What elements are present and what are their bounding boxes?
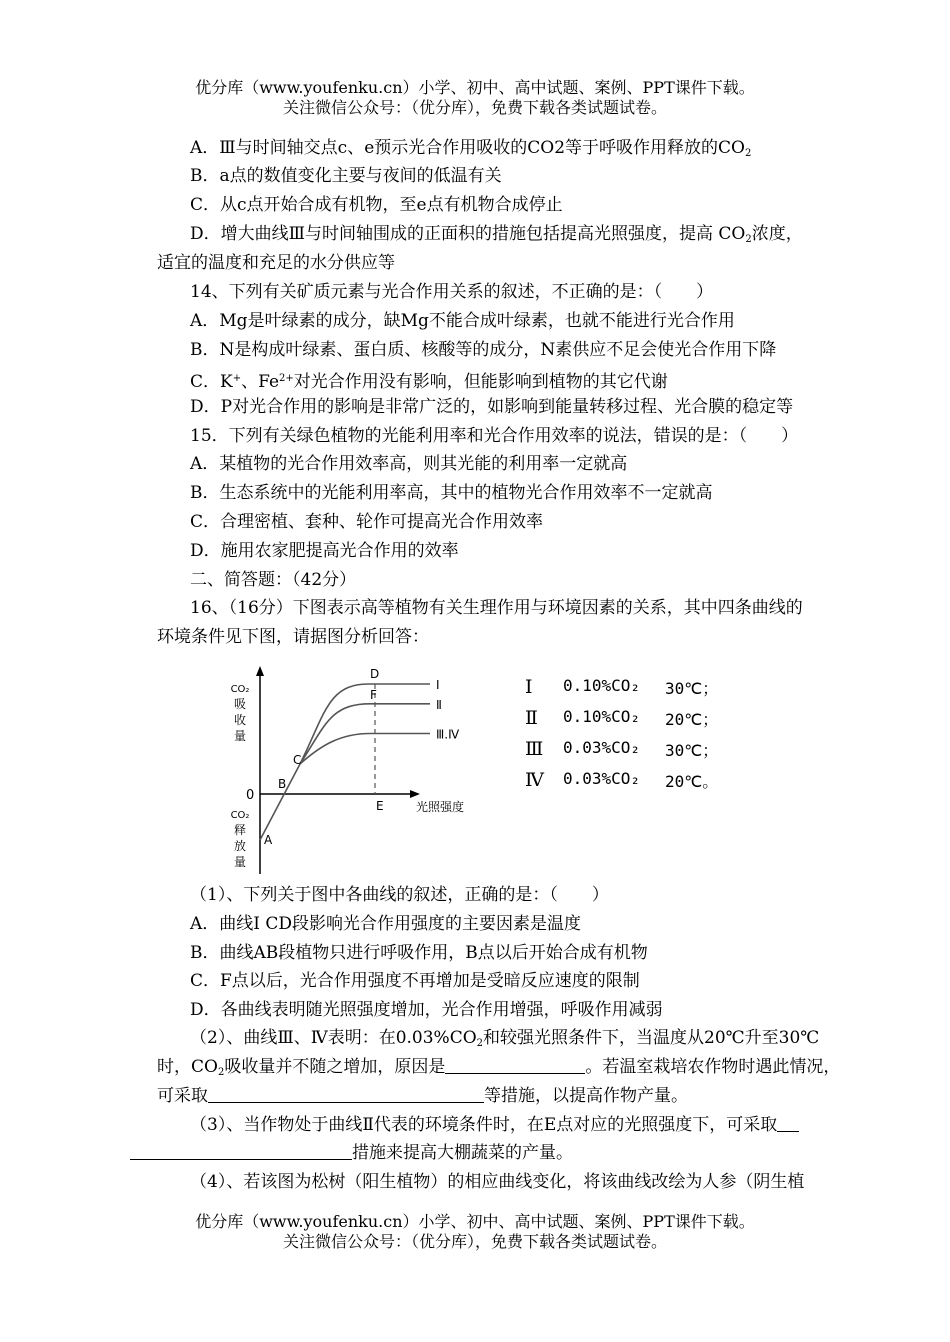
legend-co2: 0.03%CO₂	[563, 769, 641, 788]
q15-option-c: C．合理密植、套种、轮作可提高光合作用效率	[190, 512, 544, 532]
q16-sub2-line2: 时，$CO_2$吸收量并不随之增加，原因是 。若温室栽培农作物时遇此情况，	[157, 1057, 841, 1078]
q13-option-d: D．增大曲线Ⅲ与时间轴围成的正面积的措施包括提高光照强度，提高 $CO_2$浓度，	[190, 224, 803, 245]
legend-co2: 0.10%CO₂	[563, 707, 641, 726]
svg-text:释: 释	[233, 823, 247, 837]
point-label-b: B	[278, 777, 287, 791]
y-label-absorb	[231, 684, 250, 743]
q16-sub3-line2: 措施来提高大棚蔬菜的产量。	[130, 1142, 573, 1164]
point-label-a: A	[264, 833, 273, 847]
q15-option-b: B．生态系统中的光能利用率高，其中的植物光合作用效率不一定就高	[190, 483, 713, 503]
q14-option-d: D．P对光合作用的影响是非常广泛的，如影响到能量转移过程、光合膜的稳定等	[190, 397, 794, 417]
q14-option-c: C．K+、$Fe^{2+}$对光合作用没有影响，但能影响到植物的其它代谢	[190, 372, 668, 392]
origin-label: 0	[246, 788, 255, 803]
y-label-release	[231, 810, 250, 869]
q16-stem-1: 16、（16分）下图表示高等植物有关生理作用与环境因素的关系，其中四条曲线的	[190, 598, 803, 618]
point-label-c: C	[293, 753, 302, 767]
q13-option-a: A．Ⅲ与时间轴交点c、e预示光合作用吸收的CO2等于呼吸作用释放的$CO_2$	[190, 138, 752, 159]
svg-text:放: 放	[233, 839, 247, 853]
q16-sub1-option-d: D．各曲线表明随光照强度增加，光合作用增强，呼吸作用减弱	[190, 1000, 663, 1020]
legend-row	[515, 676, 730, 700]
curve-shared-segment	[260, 764, 300, 840]
legend-co2: 0.03%CO₂	[563, 738, 641, 757]
q16-stem-2: 环境条件见下图，请据图分析回答：	[157, 627, 429, 647]
svg-text:吸: 吸	[233, 697, 247, 711]
q16-sub2-line3: 可采取 等措施，以提高作物产量。	[157, 1086, 688, 1106]
answer-blank-sub3-b[interactable]	[130, 1143, 352, 1160]
legend-row	[515, 707, 730, 731]
photosynthesis-chart	[220, 664, 520, 876]
legend-row	[515, 769, 730, 793]
legend-roman: Ⅱ	[525, 707, 538, 729]
point-label-d: D	[370, 667, 380, 681]
curve-series-3	[300, 734, 430, 765]
q15-option-d: D．施用农家肥提高光合作用的效率	[190, 541, 459, 561]
header-line-2: 关注微信公众号：（优分库），免费下载各类试题试卷。	[282, 98, 667, 117]
q13-option-d-cont: 适宜的温度和充足的水分供应等	[157, 253, 395, 273]
chart-legend	[515, 672, 730, 812]
q14-option-a: A．Mg是叶绿素的成分，缺Mg不能合成叶绿素，也就不能进行光合作用	[190, 311, 735, 331]
legend-temp: 20℃；	[665, 710, 719, 729]
q16-sub2-line1: （2）、曲线Ⅲ、Ⅳ表明：在$0.03\%CO_2$和较强光照条件下，当温度从20℃升至30℃	[190, 1028, 820, 1049]
legend-temp: 30℃；	[665, 741, 719, 760]
svg-text:收: 收	[233, 713, 247, 727]
point-label-e: E	[376, 799, 384, 813]
x-axis-label: 光照强度	[416, 800, 465, 814]
legend-row	[515, 738, 730, 762]
svg-text:量: 量	[233, 729, 247, 743]
q13-option-b: B．a点的数值变化主要与夜间的低温有关	[190, 166, 502, 186]
point-label-f: F	[370, 687, 377, 702]
curve-series-1	[300, 684, 430, 764]
q16-sub1-option-a: A．曲线Ⅰ CD段影响光合作用强度的主要因素是温度	[190, 914, 582, 934]
answer-blank-reason[interactable]	[445, 1057, 585, 1074]
answer-blank-measures[interactable]	[208, 1086, 484, 1103]
section-title: 二、简答题：（42分）	[190, 570, 357, 590]
footer-line-2: 关注微信公众号：（优分库），免费下载各类试题试卷。	[282, 1232, 667, 1251]
series-label-2: Ⅱ	[436, 697, 442, 712]
legend-roman: Ⅰ	[525, 676, 533, 698]
legend-co2: 0.10%CO₂	[563, 676, 641, 695]
q16-sub1-stem: （1）、下列关于图中各曲线的叙述，正确的是：（ ）	[190, 885, 609, 905]
q15-stem: 15．下列有关绿色植物的光能利用率和光合作用效率的说法，错误的是：（ ）	[190, 426, 799, 446]
q14-stem: 14、下列有关矿质元素与光合作用关系的叙述，不正确的是：（ ）	[190, 282, 714, 302]
q16-sub3-line1: （3）、当作物处于曲线Ⅱ代表的环境条件时，在E点对应的光照强度下，可采取	[190, 1114, 799, 1136]
answer-blank-sub3-a[interactable]	[777, 1115, 799, 1132]
svg-text:CO₂: CO₂	[230, 684, 250, 695]
legend-temp: 30℃；	[665, 679, 719, 698]
footer-line-1: 优分库（www.youfenku.cn）小学、初中、高中试题、案例、PPT课件下载。	[195, 1212, 755, 1231]
header-line-1: 优分库（www.youfenku.cn）小学、初中、高中试题、案例、PPT课件下载。	[195, 78, 755, 97]
legend-roman: Ⅲ	[525, 738, 544, 760]
q13-option-c: C．从c点开始合成有机物，至e点有机物合成停止	[190, 195, 563, 215]
legend-roman: Ⅳ	[525, 769, 544, 791]
series-label-3: Ⅲ.Ⅳ	[436, 727, 460, 742]
svg-text:量: 量	[233, 855, 247, 869]
series-label-1: Ⅰ	[436, 678, 440, 692]
q14-option-b: B．N是构成叶绿素、蛋白质、核酸等的成分，N素供应不足会使光合作用下降	[190, 340, 777, 360]
q16-sub1-option-c: C．F点以后，光合作用强度不再增加是受暗反应速度的限制	[190, 971, 640, 991]
legend-temp: 20℃。	[665, 772, 719, 791]
q16-sub4-line1: （4）、若该图为松树（阳生植物）的相应曲线变化，将该曲线改绘为人参（阴生植	[190, 1172, 805, 1192]
q15-option-a: A．某植物的光合作用效率高，则其光能的利用率一定就高	[190, 454, 628, 474]
y-axis-arrow	[256, 666, 264, 676]
x-axis-arrow	[410, 790, 420, 798]
q16-sub1-option-b: B．曲线AB段植物只进行呼吸作用，B点以后开始合成有机物	[190, 943, 648, 963]
svg-text:CO₂: CO₂	[230, 810, 250, 821]
